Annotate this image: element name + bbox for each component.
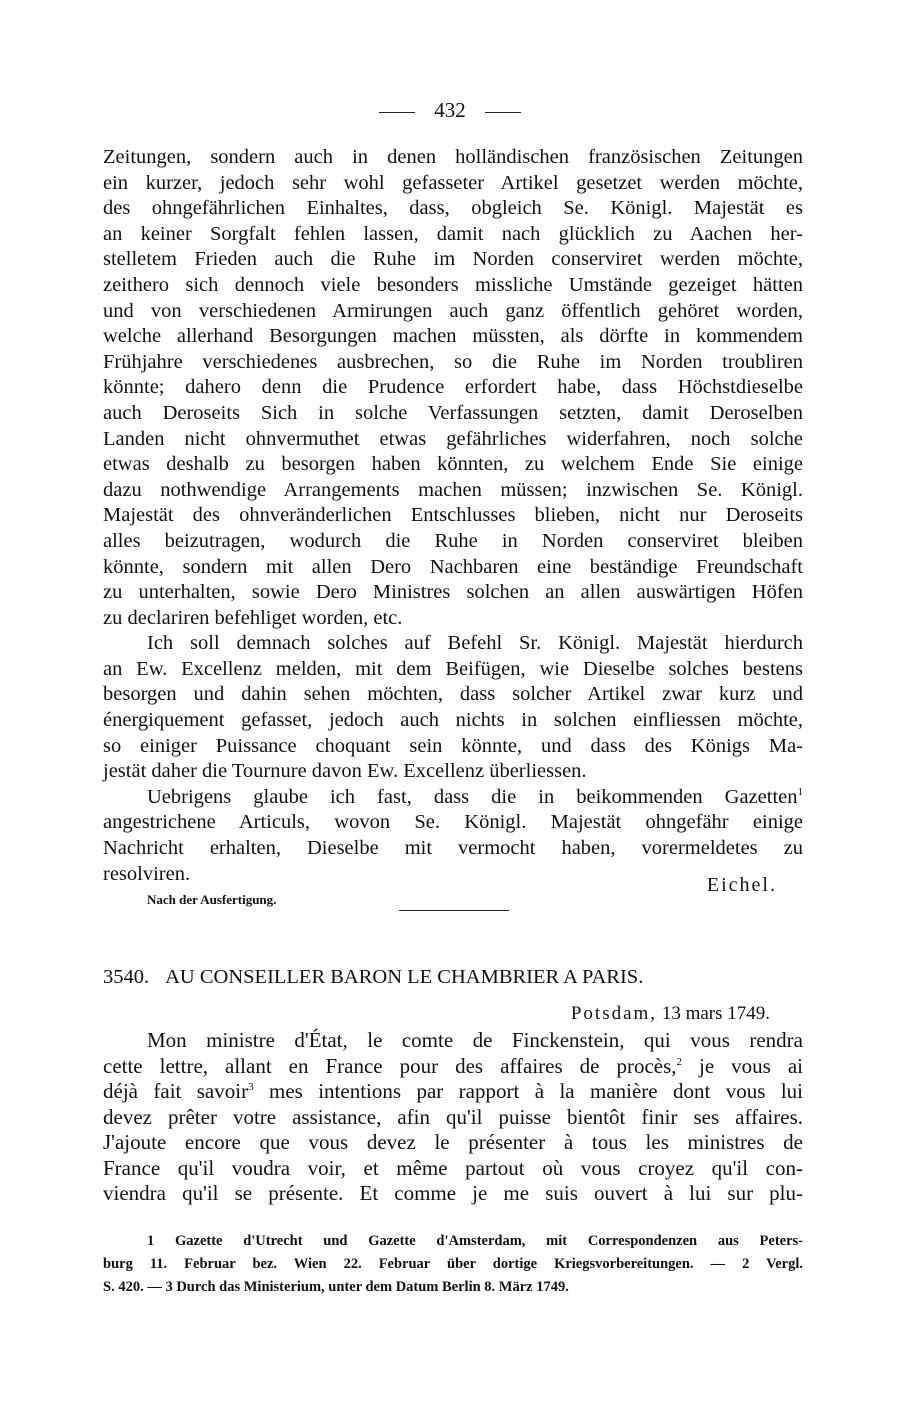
page-number: 432 (434, 98, 466, 122)
body-line-text: Uebrigens glaube ich fast, dass die in beikommenden Gazetten (147, 785, 798, 808)
body-line: könnte; dahero denn die Prudence erfordert habe, dass Höchstdieselbe (103, 376, 803, 399)
body-line: angestrichene Articuls, wovon Se. Königl. Majestät ohngefähr einige (103, 811, 803, 834)
body-line: Ich soll demnach solches auf Befehl Sr. Königl. Majestät hierdurch (147, 632, 803, 655)
body-line-text: cette lettre, allant en France pour des affaires de procès, (103, 1053, 677, 1078)
footnote-line: S. 420. — 3 Durch das Ministerium, unter dem Datum Berlin 8. März 1749. (103, 1279, 569, 1295)
body-line: Frühjahre verschiedenes ausbrechen, so die Ruhe im Norden troubliren (103, 350, 803, 373)
body-line-text: je vous ai (682, 1053, 804, 1078)
dateline-place: Potsdam, (570, 1003, 658, 1024)
body-line: an Ew. Excellenz melden, mit dem Beifügen, wie Dieselbe solches bestens (103, 657, 803, 680)
letter-number: 3540. (103, 966, 150, 988)
footnote-ref: 3 (248, 1081, 254, 1093)
body-line: welche allerhand Besorgungen machen müssten, als dörfte in kommendem (103, 325, 803, 348)
body-line: jestät daher die Tournure davon Ew. Excellenz überliessen. (103, 760, 587, 783)
body-line: stelletem Frieden auch die Ruhe im Norden conserviret werden möchte, (103, 248, 803, 271)
body-line: Zeitungen, sondern auch in denen holländischen französischen Zeitungen (103, 146, 803, 168)
body-line: devez prêter votre assistance, afin qu'il puisse bientôt finir ses affaires. (103, 1104, 803, 1129)
source-note: Nach der Ausfertigung. (147, 892, 277, 907)
footnote-ref: 2 (676, 1055, 683, 1068)
closing-block (103, 872, 803, 908)
footnote-line: burg 11. Februar bez. Wien 22. Februar über dortige Kriegsvorbereitungen. — 2 Vergl. (103, 1256, 803, 1272)
body-line: so einiger Puissance choquant sein könnte, und dass des Königs Ma- (103, 734, 803, 757)
body-line: France qu'il voudra voir, et même partout où vous croyez qu'il con- (103, 1155, 803, 1180)
body-line: Nachricht erhalten, Dieselbe mit vermocht haben, vorermeldetes zu (103, 837, 803, 860)
footnotes (103, 1230, 803, 1299)
footnote-line: 1 Gazette d'Utrecht und Gazette d'Amsterdam, mit Correspondenzen aus Peters- (147, 1233, 803, 1249)
body-line: des ohngefährlichen Einhaltes, dass, obgleich Se. Königl. Majestät es (103, 197, 803, 220)
footnote-ref: 1 (797, 786, 803, 799)
body-line: viendra qu'il se présente. Et comme je me suis ouvert à lui sur plu- (103, 1181, 803, 1205)
body-text-german (103, 145, 803, 887)
body-line: resolviren. (103, 862, 191, 885)
header-rule-right (485, 112, 521, 113)
letter-heading (103, 966, 803, 989)
header-rule-left (379, 112, 415, 113)
section-separator (399, 910, 509, 911)
body-line: Majestät des ohnveränderlichen Entschlusses blieben, nicht nur Deroseits (103, 504, 803, 527)
body-line: Landen nicht ohnvermuthet etwas gefährliches widerfahren, noch solche (103, 427, 803, 450)
body-line-text: déjà fait savoir (103, 1079, 249, 1103)
body-line-text: mes intentions par rapport à la manière dont vous lui (253, 1079, 804, 1103)
body-line: zu unterhalten, sowie Dero Ministres solchen an allen auswärtigen Höfen (103, 581, 803, 604)
body-line (103, 1054, 803, 1080)
body-line (103, 1079, 803, 1105)
body-line: und von verschiedenen Armirungen auch ganz öffentlich gehöret worden, (103, 299, 803, 322)
body-line: ein kurzer, jedoch sehr wohl gefasseter Artikel gesetzet werden möchte, (103, 171, 803, 194)
body-line: dazu nothwendige Arrangements machen müssen; inzwischen Se. Königl. (103, 478, 803, 501)
body-line: zeithero sich dennoch viele besonders missliche Umstände gezeiget hätten (103, 273, 803, 296)
body-line: etwas deshalb zu besorgen haben könnten, zu welchem Ende Sie einige (103, 453, 803, 476)
signature: Eichel. (706, 874, 777, 896)
body-line: énergiquement gefasset, jedoch auch nichts in solchen einfliessen möchte, (103, 709, 803, 732)
body-line: J'ajoute encore que vous devez le présenter à tous les ministres de (103, 1130, 803, 1154)
body-line: könnte, sondern mit allen Dero Nachbaren eine beständige Freundschaft (103, 555, 803, 578)
dateline (571, 1003, 770, 1025)
body-text-french (103, 1028, 803, 1207)
body-line: besorgen und dahin sehen möchten, dass solcher Artikel zwar kurz und (103, 683, 803, 706)
body-line-with-footnote-ref (103, 785, 803, 811)
body-line: zu declariren befehliget worden, etc. (103, 606, 403, 629)
page-header (0, 98, 900, 123)
body-line: Mon ministre d'État, le comte de Finckenstein, qui vous rendra (147, 1028, 803, 1052)
dateline-date: 13 mars 1749. (661, 1003, 770, 1024)
body-line: an keiner Sorgfalt fehlen lassen, damit nach glücklich zu Aachen her- (103, 222, 803, 245)
body-line: alles beizutragen, wodurch die Ruhe in Norden conserviret bleiben (103, 529, 803, 552)
letter-addressee: AU CONSEILLER BARON LE CHAMBRIER A PARIS. (165, 966, 644, 988)
body-line: auch Deroseits Sich in solche Verfassungen setzten, damit Deroselben (103, 401, 803, 424)
